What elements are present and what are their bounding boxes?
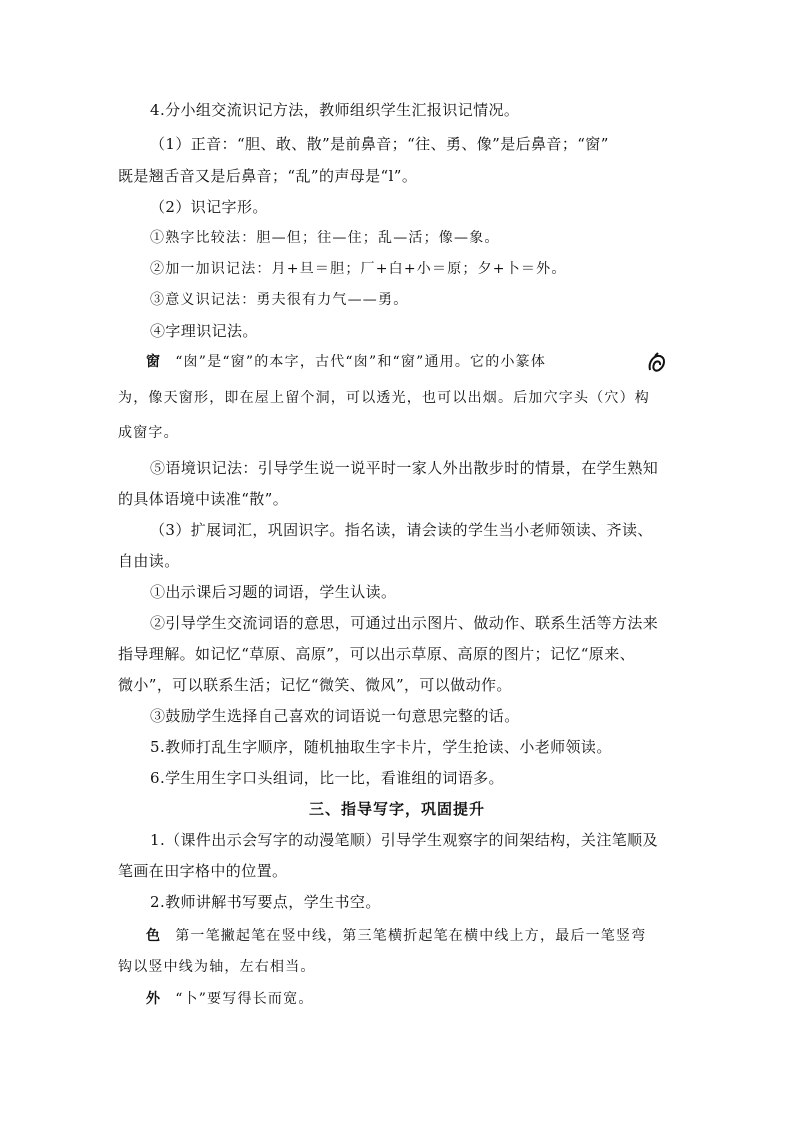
text-line — [146, 352, 546, 372]
text-line: ④字理识记法。 — [150, 322, 258, 340]
text-line: 指导理解。如记忆“草原、高原”，可以出示草原、高原的图片；记忆“原来、 — [118, 645, 636, 663]
example-explanation: “囱”是“窗”的本字，古代“囱”和“窗”通用。它的小篆体 — [175, 354, 547, 370]
text-line: 5.教师打乱生字顺序，随机抽取生字卡片，学生抢读、小老师领读。 — [150, 738, 612, 756]
text-line: 自由读。 — [118, 552, 180, 570]
text-line: （2）识记字形。 — [150, 198, 268, 216]
text-line: ⑤语境识记法：引导学生说一说平时一家人外出散步时的情景，在学生熟知 — [150, 459, 659, 477]
text-line: ①熟字比较法：胆—但；往—住；乱—活；像—象。 — [150, 230, 500, 246]
text-line: 4.分小组交流识记方法，教师组织学生汇报识记情况。 — [150, 101, 520, 119]
text-line: 为，像天窗形，即在屋上留个洞，可以透光，也可以出烟。后加穴字头（穴）构 — [118, 390, 650, 406]
text-line: 的具体语境中读准“散”。 — [118, 490, 289, 508]
seal-script-icon — [646, 352, 668, 374]
text-line: 2.教师讲解书写要点，学生书空。 — [150, 893, 381, 911]
example-char: 窗 — [146, 354, 162, 370]
text-line: ①出示课后习题的词语，学生认读。 — [150, 583, 397, 601]
writing-tip: “卜”要写得长而宽。 — [175, 991, 314, 1007]
text-line: 既是翘舌音又是后鼻音；“乱”的声母是“l”。 — [118, 167, 418, 185]
text-line: ③鼓励学生选择自己喜欢的词语说一句意思完整的话。 — [150, 707, 520, 725]
writing-char: 外 — [146, 991, 162, 1007]
text-line: ③意义识记法：勇夫很有力气——勇。 — [150, 292, 409, 308]
section-heading: 三、指导写字，巩固提升 — [308, 800, 485, 818]
text-line: 成窗字。 — [118, 425, 179, 441]
text-line: ②加一加识记法：月+旦＝胆；厂+白+小＝原；夕+卜＝外。 — [150, 261, 567, 277]
text-line — [146, 926, 646, 946]
text-line: 6.学生用生字口头组词，比一比，看谁组的词语多。 — [150, 769, 504, 787]
text-line: 钩以竖中线为轴，左右相当。 — [118, 959, 316, 975]
text-line: ②引导学生交流词语的意思，可通过出示图片、做动作、联系生活等方法来 — [150, 614, 659, 632]
text-line: （3）扩展词汇，巩固识字。指名读，请会读的学生当小老师领读、齐读、 — [150, 521, 653, 539]
text-line: 1.（课件出示会写字的动漫笔顺）引导学生观察字的间架结构，关注笔顺及 — [150, 831, 658, 849]
text-line — [146, 989, 314, 1009]
writing-char: 色 — [146, 928, 162, 944]
writing-tip: 第一笔撇起笔在竖中线，第三笔横折起笔在横中线上方，最后一笔竖弯 — [175, 928, 647, 944]
text-line: 微小”，可以联系生活；记忆“微笑、微风”，可以做动作。 — [118, 676, 512, 694]
text-line: 笔画在田字格中的位置。 — [118, 862, 288, 880]
text-line: （1）正音：“胆、敢、散”是前鼻音；“往、勇、像”是后鼻音；“窗” — [150, 135, 609, 153]
